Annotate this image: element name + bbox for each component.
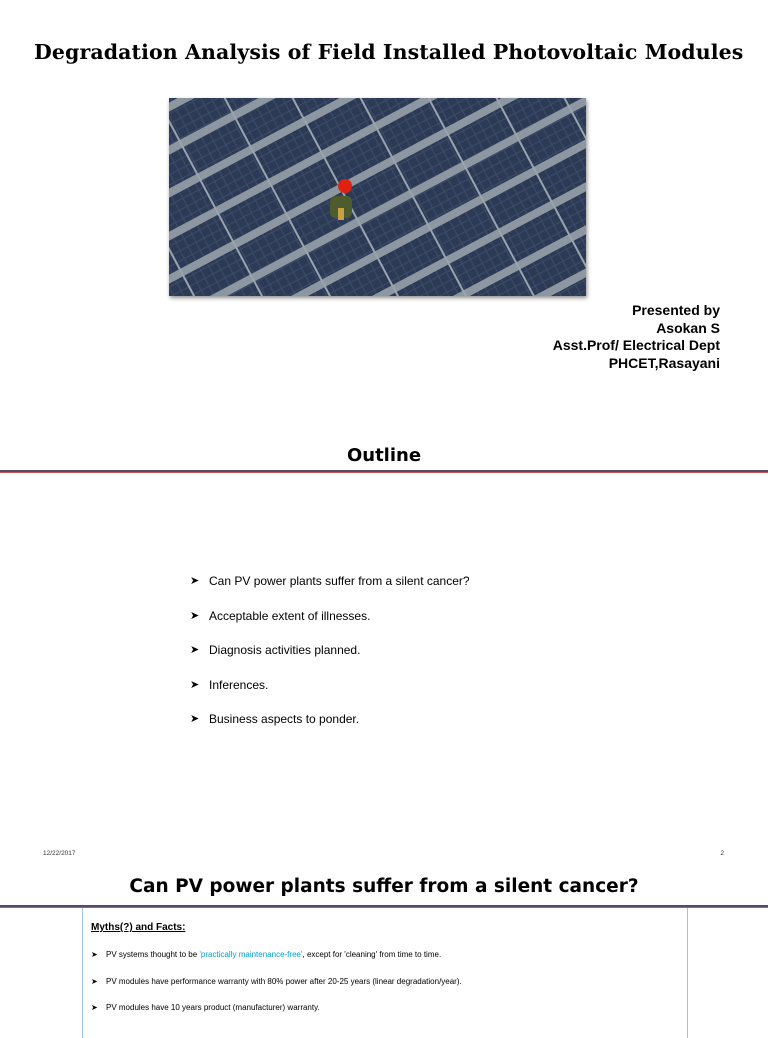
outline-heading: Outline: [346, 445, 422, 466]
outline-list: [190, 574, 470, 747]
list-item: ➤ PV systems thought to be 'practically maintenance-free', except for 'cleaning' from time to time.: [91, 950, 462, 977]
arrowhead-bullet-icon: ➤: [190, 609, 200, 622]
arrowhead-bullet-icon: ➤: [190, 644, 200, 656]
list-item: ➤ PV modules have 10 years product (manufacturer) warranty.: [91, 1003, 462, 1030]
heading-divider: [0, 470, 768, 473]
title-slide: [0, 0, 768, 420]
myths-facts-heading: Myths(?) and Facts:: [91, 922, 186, 933]
arrowhead-bullet-icon: ➤: [190, 713, 200, 725]
list-item: ➤ Can PV power plants suffer from a silent cancer?: [190, 574, 470, 588]
arrowhead-bullet-icon: ➤: [190, 678, 200, 691]
list-item: ➤ Diagnosis activities planned.: [190, 643, 361, 657]
presenter-info: [553, 302, 720, 372]
footer-date: 12/22/2017: [43, 850, 76, 857]
arrowhead-bullet-icon: ➤: [91, 950, 98, 959]
arrowhead-bullet-icon: ➤: [91, 976, 98, 986]
presenter-name: Asokan S: [656, 319, 720, 336]
list-item: ➤ Acceptable extent of illnesses.: [190, 608, 371, 623]
myths-facts-slide: [0, 865, 768, 1024]
outline-slide: [0, 420, 768, 865]
presenter-role: Asst.Prof/ Electrical Dept: [552, 337, 720, 353]
list-item: ➤ PV modules have performance warranty with 80% power after 20-25 years (linear degradation/year).: [91, 977, 462, 1004]
slide-title: Can PV power plants suffer from a silent cancer?: [129, 876, 639, 897]
content-box: [82, 908, 688, 1038]
footer-page-number: 2: [720, 850, 724, 857]
facts-list: [91, 950, 462, 1030]
solar-panels-photo: [169, 98, 586, 296]
arrowhead-bullet-icon: ➤: [190, 575, 200, 587]
list-item: ➤ Inferences.: [190, 677, 269, 692]
presentation-title: Degradation Analysis of Field Installed Photovoltaic Modules: [34, 40, 744, 64]
highlighted-phrase: 'practically maintenance-free': [199, 950, 303, 959]
presented-by-label: Presented by: [632, 302, 720, 318]
list-item: ➤ Business aspects to ponder.: [190, 712, 360, 726]
arrowhead-bullet-icon: ➤: [91, 1003, 98, 1012]
presenter-institution: PHCET,Rasayani: [608, 354, 720, 371]
